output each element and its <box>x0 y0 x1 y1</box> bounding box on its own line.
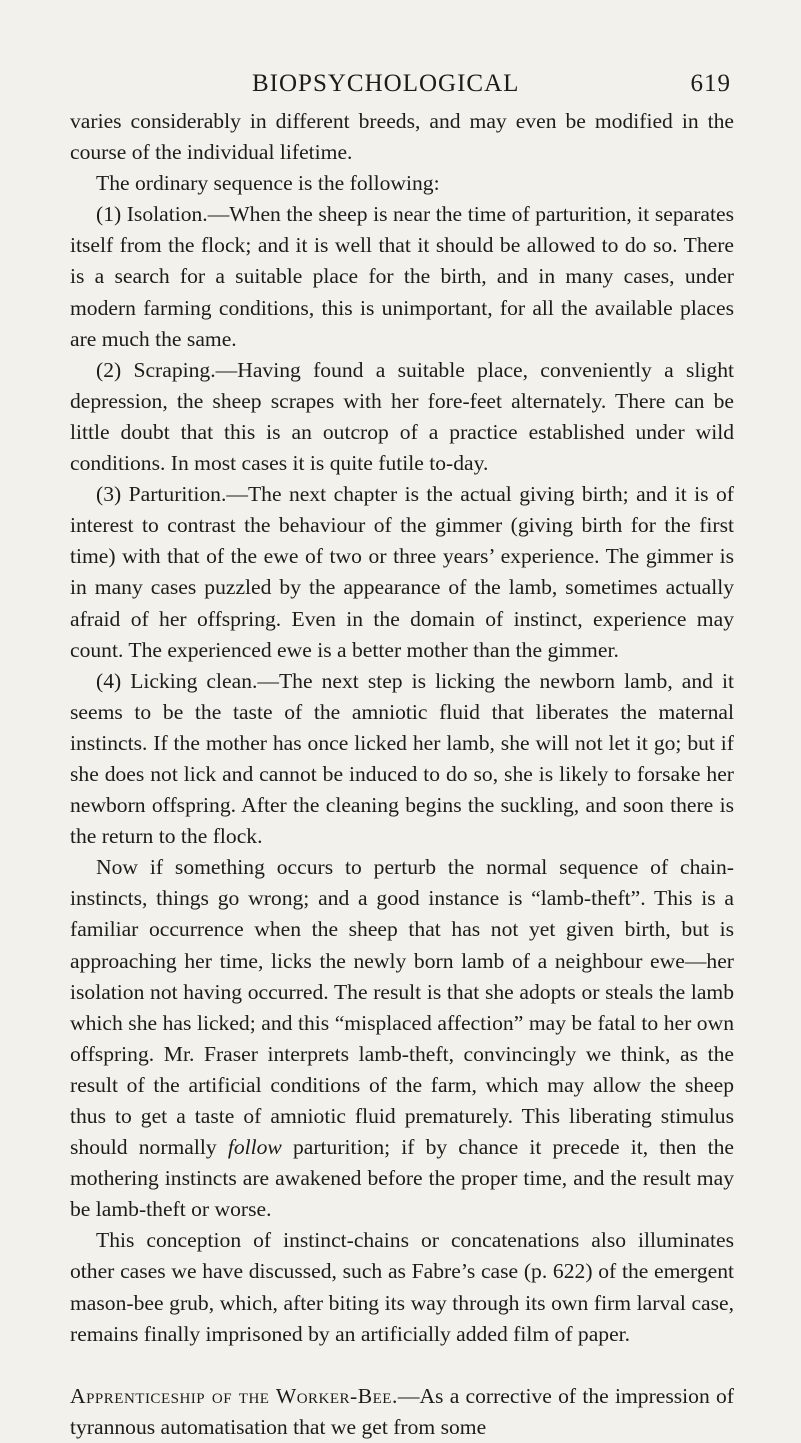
paragraph-isolation: (1) Isolation.—When the sheep is near the time of parturition, it separates itself from the flock; and it is well that it should be allowed to do so. There is a search for a suitable place for the birth, and in many cases, under modern farming conditions, this is unimportant, for all the available places are much the same. <box>70 202 734 351</box>
section-heading: Apprenticeship of the Worker-Bee. <box>70 1383 398 1408</box>
body-text <box>70 106 734 1443</box>
paragraph-scraping: (2) Scraping.—Having found a suitable place, conveniently a slight depression, the sheep scrapes with her fore-feet alternately. There can be little doubt that this is an outcrop of a practice established under wild conditions. In most cases it is quite futile to-day. <box>70 357 734 476</box>
page-number: 619 <box>690 70 731 97</box>
paragraph-instinct-chains: This conception of instinct-chains or concatenations also illuminates other cases we have discussed, such as Fabre’s case (p. 622) of the emergent mason-bee grub, which, after biting its way through its own firm larval case, remains finally imprisoned by an artificially added film of paper. <box>70 1228 734 1346</box>
running-title: BIOPSYCHOLOGICAL <box>252 70 520 97</box>
running-header <box>252 70 731 100</box>
paragraph-licking-clean: (4) Licking clean.—The next step is licking the newborn lamb, and it seems to be the taste of the amniotic fluid that liberates the maternal instincts. If the mother has once licked her lamb, she will not let it go; but if she does not lick and cannot be induced to do so, she is likely to forsake her newborn offspring. After the cleaning begins the suckling, and soon there is the return to the flock. <box>70 668 734 849</box>
paragraph: The ordinary sequence is the following: <box>96 171 440 196</box>
paragraph-parturition: (3) Parturition.—The next chapter is the actual giving birth; and it is of interest to contrast the behaviour of the gimmer (giving birth for the first time) with that of the ewe of two or three years’ experience. The gimmer is in many cases puzzled by the appearance of the lamb, sometimes actually afraid of her offspring. Even in the domain of instinct, experience may count. The experienced ewe is a better mother than the gimmer. <box>70 482 734 662</box>
paragraph-lamb-theft: Now if something occurs to perturb the normal sequence of chain-instincts, things go wrong; and a good instance is “lamb-theft”. This is a familiar occurrence when the sheep that has not yet given birth, but is approaching her time, licks the newly born lamb of a neighbour ewe—her isolation not having occurred. The result is that she adopts or steals the lamb which she has licked; and this “misplaced affection” may be fatal to her own offspring. Mr. Fraser interprets lamb-theft, convincingly we think, as the result of the artificial conditions of the farm, which may allow the sheep thus to get a taste of amniotic fluid prematurely. This liberating stimulus should normally follow parturition; if by chance it precede it, then the mothering instincts are awakened before the proper time, and the result may be lamb-theft or worse. <box>70 855 734 1222</box>
paragraph-section-start: Apprenticeship of the Worker-Bee.—As a corrective of the impression of tyrannous automatisation that we get from some <box>70 1383 734 1439</box>
emphasis-follow: follow <box>227 1135 282 1160</box>
paragraph: varies considerably in different breeds, and may even be modified in the course of the individual lifetime. <box>70 109 734 165</box>
